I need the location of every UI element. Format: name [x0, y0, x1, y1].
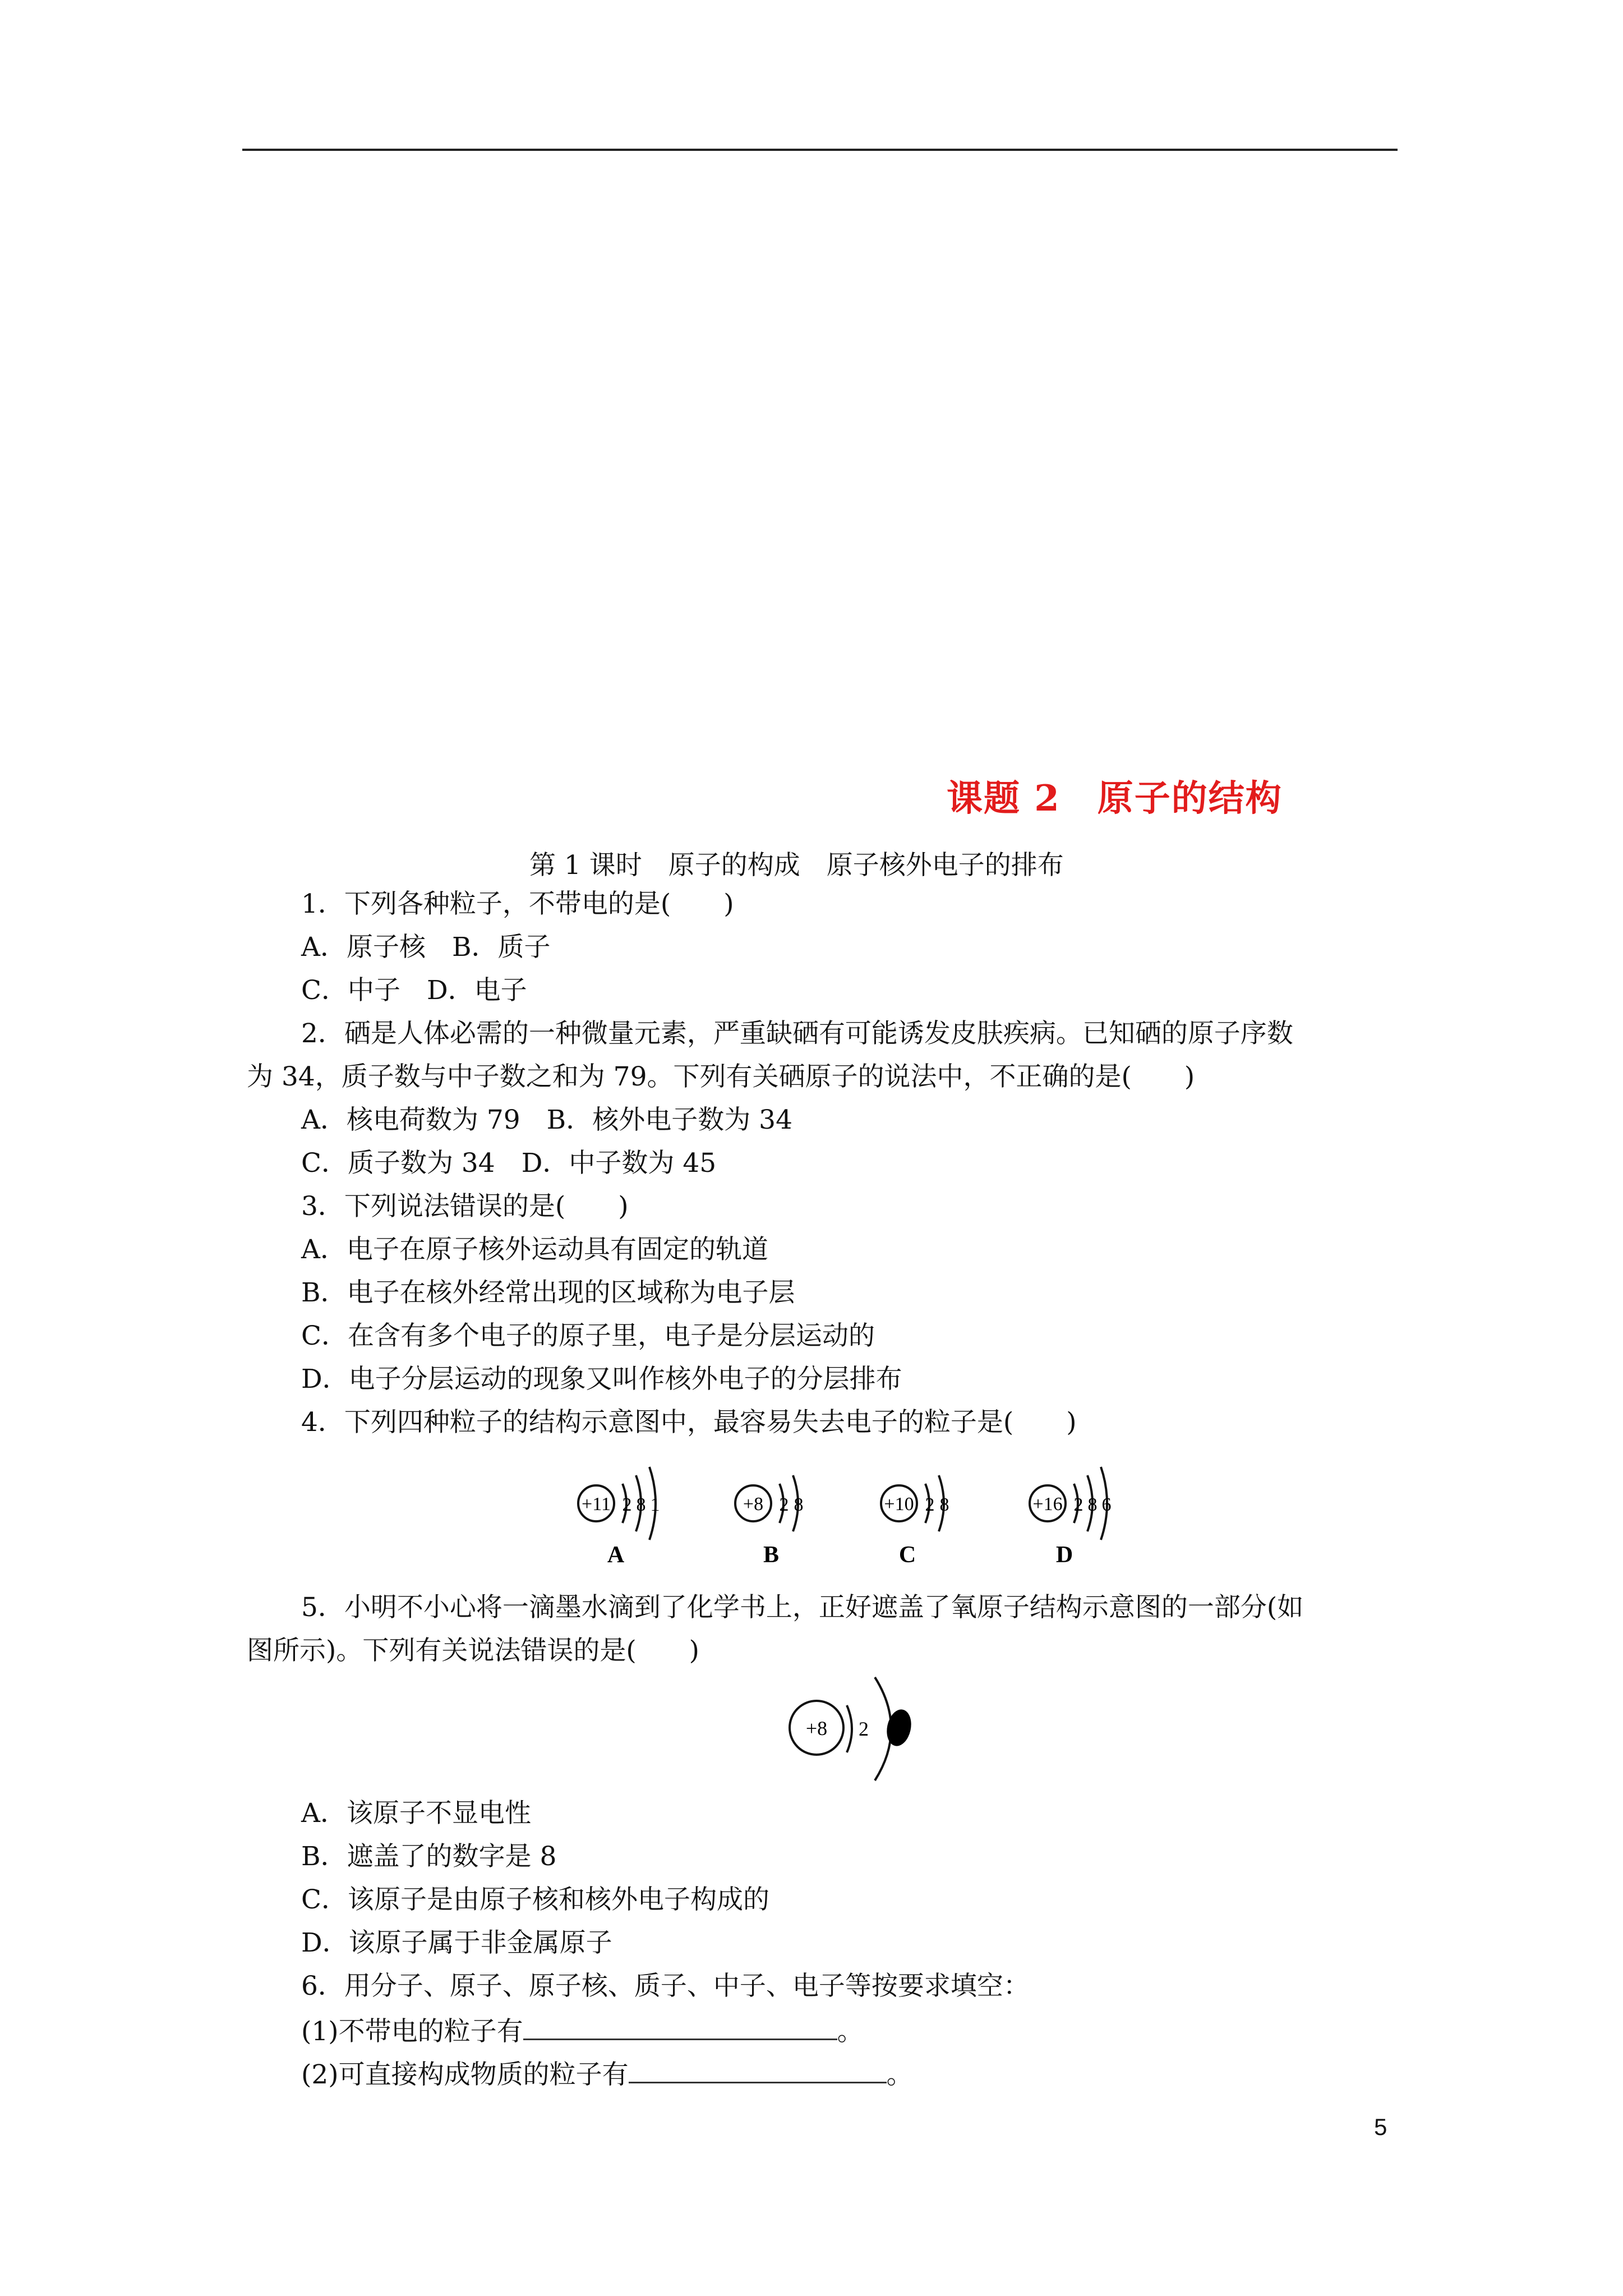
diagram-d-nucleus: +16: [1032, 1494, 1063, 1515]
q6-part1: [301, 2013, 864, 2049]
diagram-c-shell-1: 2: [925, 1494, 935, 1515]
q6-stem: 6．用分子、原子、原子核、质子、中子、电子等按要求填空：: [301, 1971, 1030, 2001]
diagram-a-label: A: [607, 1542, 625, 1568]
q2-stem-line1: 2．硒是人体必需的一种微量元素，严重缺硒有可能诱发皮肤疾病。已知硒的原子序数: [301, 1018, 1293, 1049]
q1-stem: 1．下列各种粒子，不带电的是( ): [301, 889, 734, 919]
diagram-d-shell-2: 8: [1087, 1494, 1098, 1515]
diagram-a-shell-2: 8: [636, 1494, 646, 1515]
q6-part1-blank[interactable]: [523, 2013, 837, 2040]
diagram-c-label: C: [898, 1542, 916, 1568]
diagram-d-shell-1: 2: [1073, 1494, 1083, 1515]
diagram-d: [1030, 1467, 1112, 1568]
diagram-b: [735, 1475, 804, 1568]
q3-option-a: A．电子在原子核外运动具有固定的轨道: [301, 1234, 768, 1265]
section-title: 课题 2 原子的结构: [947, 777, 1283, 820]
page-number: 5: [1374, 2114, 1387, 2140]
q5-option-d: D．该原子属于非金属原子: [301, 1927, 612, 1958]
diagram-a: [578, 1467, 660, 1568]
q6-part2-text: (2)可直接构成物质的粒子有: [301, 2059, 629, 2090]
q3-option-b: B．电子在核外经常出现的区域称为电子层: [301, 1277, 795, 1308]
diagram-b-shell-2: 8: [794, 1494, 804, 1515]
q1-options-row1: A．原子核 B．质子: [301, 932, 551, 963]
diagram-a-shell-3: 1: [650, 1494, 660, 1515]
q6-part1-end: 。: [837, 2016, 864, 2047]
ink-blot: [884, 1707, 915, 1748]
q6-part1-text: (1)不带电的粒子有: [301, 2016, 523, 2047]
diagram-b-label: B: [763, 1542, 780, 1568]
q5-nucleus: +8: [805, 1717, 828, 1740]
q6-part2-blank[interactable]: [629, 2056, 887, 2083]
q2-options-row1: A．核电荷数为 79 B．核外电子数为 34: [301, 1105, 792, 1135]
q5-stem-line1: 5．小明不小心将一滴墨水滴到了化学书上，正好遮盖了氧原子结构示意图的一部分(如: [301, 1592, 1304, 1623]
q5-shell-1: 2: [859, 1718, 869, 1740]
q5-oxygen-diagram: [790, 1677, 914, 1780]
q2-stem-line2: 为 34，质子数与中子数之和为 79。下列有关硒原子的说法中，不正确的是( ): [247, 1061, 1195, 1092]
lesson-title: 第 1 课时 原子的构成 原子核外电子的排布: [529, 850, 1064, 881]
q3-stem: 3．下列说法错误的是( ): [301, 1191, 629, 1222]
diagram-c: [881, 1475, 949, 1568]
q2-options-row2: C．质子数为 34 D．中子数为 45: [301, 1148, 717, 1179]
diagram-c-shell-2: 8: [939, 1494, 949, 1515]
q4-stem: 4．下列四种粒子的结构示意图中，最容易失去电子的粒子是( ): [301, 1407, 1077, 1438]
diagram-b-nucleus: +8: [743, 1494, 764, 1515]
q3-option-d: D．电子分层运动的现象又叫作核外电子的分层排布: [301, 1364, 902, 1395]
q5-option-c: C．该原子是由原子核和核外电子构成的: [301, 1884, 769, 1915]
q5-option-b: B．遮盖了的数字是 8: [301, 1841, 557, 1872]
q1-options-row2: C．中子 D．电子: [301, 975, 527, 1006]
diagram-a-nucleus: +11: [582, 1494, 611, 1515]
q5-option-a: A．该原子不显电性: [301, 1798, 531, 1829]
q6-part2: [301, 2056, 913, 2092]
q3-option-c: C．在含有多个电子的原子里，电子是分层运动的: [301, 1320, 875, 1351]
diagram-a-shell-1: 2: [622, 1494, 632, 1515]
diagram-d-shell-3: 6: [1101, 1494, 1112, 1515]
q5-stem-line2: 图所示)。下列有关说法错误的是( ): [247, 1635, 700, 1666]
q6-part2-end: 。: [886, 2059, 913, 2090]
diagram-b-shell-1: 2: [779, 1494, 789, 1515]
diagram-c-nucleus: +10: [884, 1494, 914, 1515]
diagram-d-label: D: [1055, 1542, 1073, 1568]
